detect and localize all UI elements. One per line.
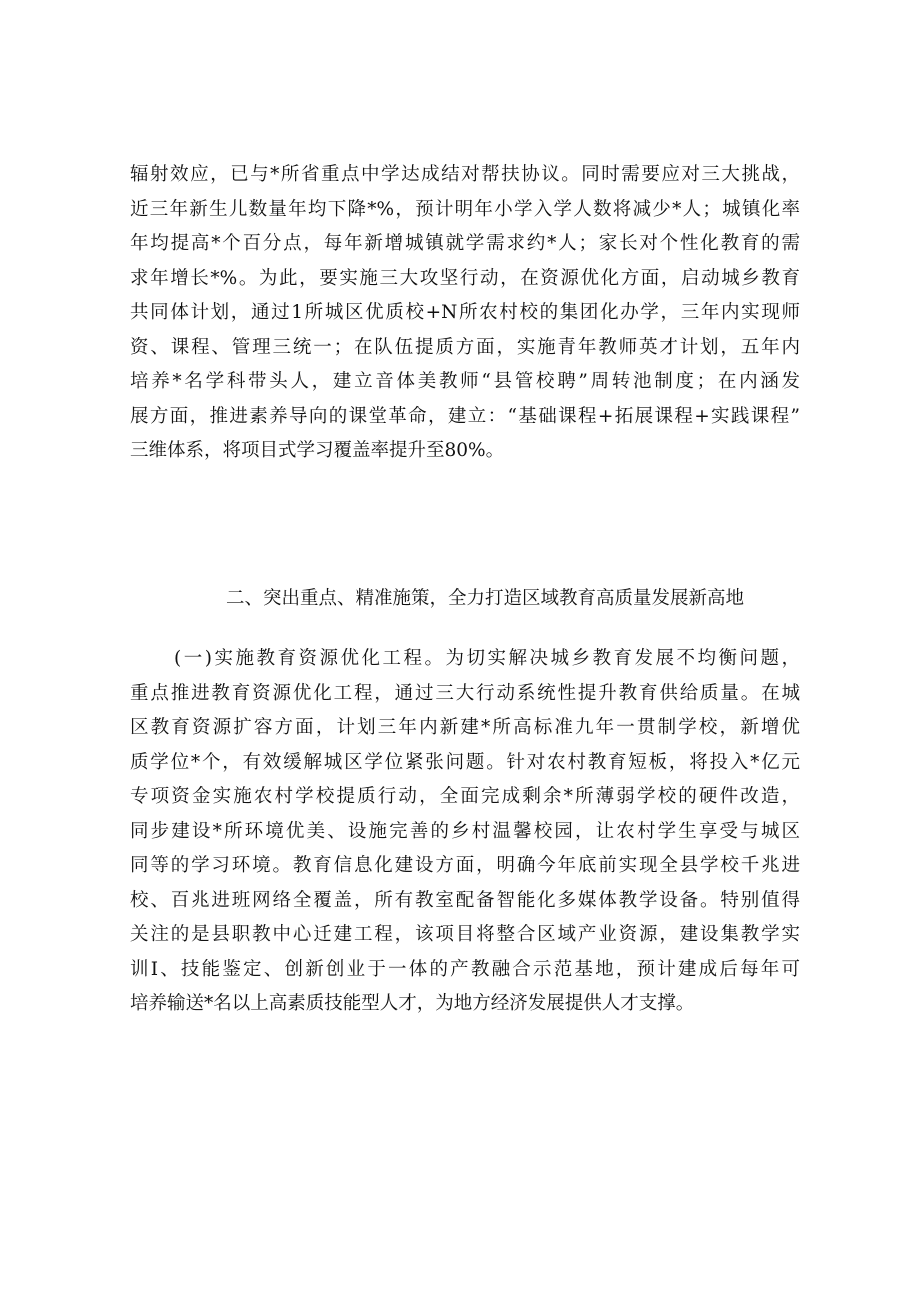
paragraph-line: 培养*名学科带头人，建立音体美教师“县管校聘”周转池制度；在内涵发 [130,371,800,392]
paragraph-line: 区教育资源扩容方面，计划三年内新建*所高标准九年一贯制学校，新增优 [130,717,800,738]
paragraph-line: 三维体系，将项目式学习覆盖率提升至80%。 [130,440,505,461]
paragraph-line: 培养输送*名以上高素质技能型人才，为地方经济发展提供人才支撑。 [130,993,695,1014]
paragraph-line: 年均提高*个百分点，每年新增城镇就学需求约*人；家长对个性化教育的需 [130,233,800,254]
paragraph-line: 同步建设*所环境优美、设施完善的乡村温馨校园，让农村学生享受与城区 [130,820,800,842]
section-heading: 二、突出重点、精准施策，全力打造区域教育高质量发展新高地 [226,588,745,609]
paragraph-line: 重点推进教育资源优化工程，通过三大行动系统性提升教育供给质量。在城 [130,682,800,704]
paragraph-line: 求年增长*%。为此，要实施三大攻坚行动，在资源优化方面，启动城乡教育 [130,267,800,289]
paragraph-line: (一)实施教育资源优化工程。为切实解决城乡教育发展不均衡问题， [174,648,800,669]
paragraph-line: 质学位*个，有效缓解城区学位紧张问题。针对农村教育短板，将投入*亿元 [130,751,800,773]
paragraph-line: 近三年新生儿数量年均下降*%，预计明年小学入学人数将减少*人；城镇化率 [130,198,800,220]
paragraph-line: 校、百兆进班网络全覆盖，所有教室配备智能化多媒体教学设备。特别值得 [130,889,800,911]
paragraph-1 [130,158,800,469]
paragraph-line: 资、课程、管理三统一；在队伍提质方面，实施青年教师英才计划，五年内 [130,336,800,358]
paragraph-line: 关注的是县职教中心迁建工程，该项目将整合区域产业资源，建设集教学实 [130,924,800,945]
paragraph-2 [130,642,800,1022]
paragraph-line: 展方面，推进素养导向的课堂革命，建立：“基础课程+拓展课程+实践课程” [130,405,800,427]
paragraph-line: 共同体计划，通过1所城区优质校+N所农村校的集团化办学，三年内实现师 [130,302,800,323]
paragraph-line: 专项资金实施农村学校提质行动，全面完成剩余*所薄弱学校的硬件改造， [130,786,800,807]
paragraph-line: 训I、技能鉴定、创新创业于一体的产教融合示范基地，预计建成后每年可 [130,958,800,980]
paragraph-line: 同等的学习环境。教育信息化建设方面，明确今年底前实现全县学校千兆进 [130,855,800,876]
paragraph-line: 辐射效应，已与*所省重点中学达成结对帮扶协议。同时需要应对三大挑战， [130,164,800,185]
